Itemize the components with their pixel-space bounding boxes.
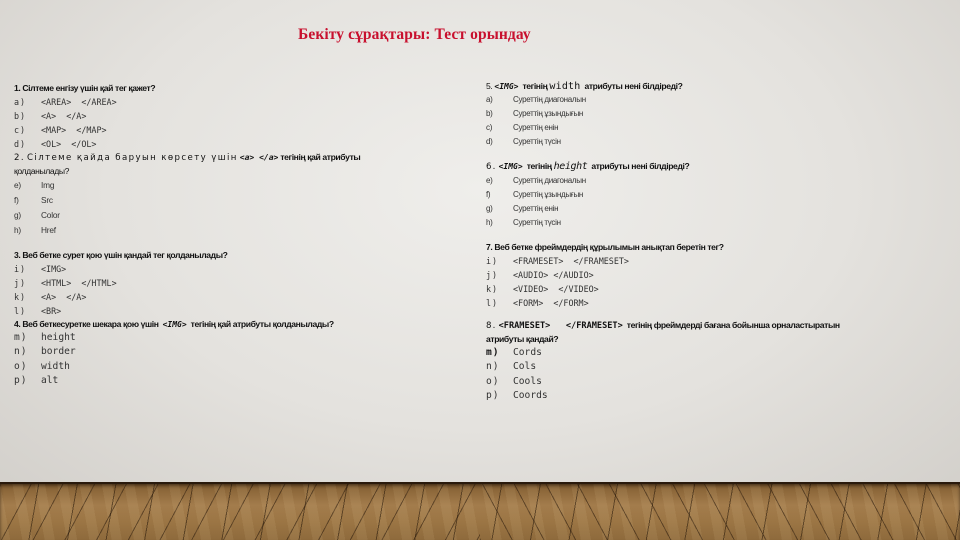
spacer [14, 238, 464, 249]
option-text: <BR> [41, 306, 62, 316]
option-n[interactable] [486, 360, 946, 374]
option-o[interactable] [486, 375, 946, 389]
option-text: Суреттің енін [513, 123, 559, 132]
option-text: Src [41, 195, 53, 205]
slide-title: Бекіту сұрақтары: Тест орындау [298, 26, 531, 43]
option-d[interactable] [486, 135, 946, 149]
right-column [486, 80, 946, 403]
option-label: n) [486, 361, 500, 373]
option-label: i) [486, 256, 499, 266]
option-j[interactable] [486, 268, 946, 282]
question-number: 2. [14, 153, 25, 163]
option-i[interactable] [14, 262, 464, 276]
question-body-cont: атрибуты қандай? [486, 334, 559, 344]
option-a[interactable] [14, 95, 464, 109]
option-label: f) [14, 195, 19, 205]
option-label: a) [14, 97, 27, 107]
option-j[interactable] [14, 276, 464, 290]
question-7-text [486, 241, 946, 254]
floor-planks-right [480, 482, 960, 540]
option-text: Cools [513, 375, 542, 387]
option-text: alt [41, 374, 59, 386]
question-number: 8. [486, 321, 497, 331]
option-text: Img [41, 180, 55, 190]
option-text: <MAP> </MAP> [41, 125, 107, 135]
question-body-cont: тегінің қай атрибуты [280, 152, 361, 162]
option-text: Суреттің түсін [513, 218, 561, 227]
option-text: width [41, 360, 70, 372]
question-4-text [14, 318, 464, 331]
question-number: 5. [486, 81, 493, 91]
option-text: Cols [513, 361, 537, 373]
question-5-options [486, 93, 946, 149]
option-label: l) [14, 306, 27, 316]
question-attr: height [553, 161, 588, 172]
option-text: Color [41, 210, 60, 220]
option-text: <AUDIO> </AUDIO> [513, 270, 594, 280]
option-n[interactable] [14, 345, 464, 359]
floor-edge [0, 482, 960, 484]
spacer [486, 310, 946, 319]
question-5 [486, 80, 946, 149]
option-text: <OL> </OL> [41, 139, 97, 149]
option-i[interactable] [486, 254, 946, 268]
option-m[interactable] [14, 331, 464, 345]
question-body-cont: тегінің қай атрибуты қолданылады? [190, 319, 334, 329]
option-b[interactable] [486, 107, 946, 121]
question-6 [486, 160, 946, 230]
option-f[interactable] [486, 188, 946, 202]
option-b[interactable] [14, 109, 464, 123]
question-6-text [486, 160, 946, 174]
question-7 [486, 241, 946, 310]
question-3 [14, 249, 464, 318]
question-body: Веб бетке сурет қою үшін қандай тег қолданылады? [22, 250, 228, 260]
option-text: <IMG> [41, 264, 67, 274]
question-body: Сілтеме енгізу үшін қай тег қажет? [22, 83, 156, 93]
option-text: Суреттің түсін [513, 137, 561, 146]
question-body-end: қолданылады? [14, 166, 70, 176]
option-text: Href [41, 225, 56, 235]
question-8 [486, 319, 946, 403]
option-label: j) [486, 270, 499, 280]
question-8-options [486, 346, 946, 403]
option-text: height [41, 332, 76, 343]
question-code: <FRAMESET> </FRAMESET> [498, 321, 623, 331]
question-body: тегінің [526, 161, 552, 171]
question-code: <IMG> [498, 162, 523, 171]
option-text: Суреттің диагоналын [513, 176, 586, 185]
option-text: Суреттің енін [513, 204, 559, 213]
option-label: d) [14, 139, 27, 149]
option-label: m) [486, 347, 500, 358]
option-h[interactable] [486, 216, 946, 230]
question-1-options [14, 95, 464, 151]
option-label: c) [486, 123, 493, 132]
question-code: <IMG> [494, 82, 519, 91]
option-label: b) [486, 109, 493, 118]
option-label: e) [14, 180, 21, 190]
option-text: <A> </A> [41, 111, 87, 121]
option-label: p) [14, 374, 28, 386]
question-body: Сілтеме қайда баруын көрсету үшін [27, 153, 238, 163]
option-label: k) [486, 284, 499, 294]
option-text: <FORM> </FORM> [513, 298, 589, 308]
question-2-options [14, 178, 464, 238]
option-text: Cords [513, 347, 542, 358]
option-label: f) [486, 190, 491, 199]
option-text: Суреттің ұзындығын [513, 190, 584, 199]
option-label: i) [14, 264, 27, 274]
question-number: 4. [14, 319, 21, 329]
question-attr: width [549, 81, 581, 92]
option-text: Суреттің диагоналын [513, 95, 586, 104]
question-body-cont: атрибуты нені білдіреді? [591, 161, 690, 171]
wood-floor-background [0, 482, 960, 540]
option-a[interactable] [486, 93, 946, 107]
option-f[interactable] [14, 193, 464, 208]
question-4 [14, 318, 464, 388]
option-p[interactable] [14, 374, 464, 388]
question-3-options [14, 262, 464, 318]
option-l[interactable] [14, 304, 464, 318]
question-body: тегінің [522, 81, 548, 91]
option-text: Суреттің ұзындығын [513, 109, 584, 118]
option-label: g) [486, 204, 493, 213]
option-label: h) [14, 225, 21, 235]
option-e[interactable] [14, 178, 464, 193]
option-c[interactable] [486, 121, 946, 135]
question-body: Веб беткесуретке шекара қою үшін [22, 319, 159, 329]
option-label: a) [486, 95, 493, 104]
option-text: <VIDEO> </VIDEO> [513, 284, 599, 294]
question-2 [14, 151, 464, 238]
option-k[interactable] [14, 290, 464, 304]
question-body: Веб бетке фреймдердің құрылымын анықтап беретін тег? [494, 242, 724, 252]
option-text: <AREA> </AREA> [41, 97, 117, 107]
option-k[interactable] [486, 282, 946, 296]
option-label: g) [14, 210, 21, 220]
question-3-text [14, 249, 464, 262]
option-g[interactable] [486, 202, 946, 216]
question-number: 3. [14, 250, 21, 260]
question-8-text [486, 319, 946, 346]
option-text: <HTML> </HTML> [41, 278, 117, 288]
option-d[interactable] [14, 137, 464, 151]
option-o[interactable] [14, 360, 464, 374]
option-label: d) [486, 137, 493, 146]
option-label: n) [14, 346, 28, 358]
option-g[interactable] [14, 208, 464, 223]
option-text: border [41, 346, 76, 358]
question-body: тегінің фреймдерді бағана бойынша орналастыратын [626, 320, 840, 330]
question-7-options [486, 254, 946, 310]
question-code: <a> </a> [239, 153, 279, 162]
question-number: 7. [486, 242, 493, 252]
question-body-cont: атрибуты нені білдіреді? [584, 81, 683, 91]
option-label: h) [486, 218, 493, 227]
question-1-text [14, 82, 464, 95]
question-code: <IMG> [162, 320, 187, 329]
question-4-options [14, 331, 464, 388]
option-label: j) [14, 278, 27, 288]
option-label: o) [486, 375, 500, 387]
option-label: k) [14, 292, 27, 302]
option-text: <A> </A> [41, 292, 87, 302]
spacer [486, 230, 946, 241]
option-label: p) [486, 389, 500, 401]
option-text: Coords [513, 389, 548, 401]
option-label: l) [486, 298, 499, 308]
option-c[interactable] [14, 123, 464, 137]
question-1 [14, 82, 464, 151]
option-h[interactable] [14, 223, 464, 238]
option-e[interactable] [486, 174, 946, 188]
question-5-text [486, 80, 946, 93]
option-label: c) [14, 125, 27, 135]
floor-planks-left [0, 482, 480, 540]
question-6-options [486, 174, 946, 230]
question-2-text [14, 151, 464, 178]
option-label: o) [14, 360, 28, 372]
option-m[interactable] [486, 346, 946, 360]
spacer [486, 149, 946, 160]
question-number: 6. [486, 162, 497, 172]
question-number: 1. [14, 83, 21, 93]
option-label: b) [14, 111, 27, 121]
option-l[interactable] [486, 296, 946, 310]
option-label: m) [14, 332, 28, 343]
option-label: e) [486, 176, 493, 185]
option-p[interactable] [486, 389, 946, 403]
left-column [14, 82, 464, 388]
option-text: <FRAMESET> </FRAMESET> [513, 256, 629, 266]
